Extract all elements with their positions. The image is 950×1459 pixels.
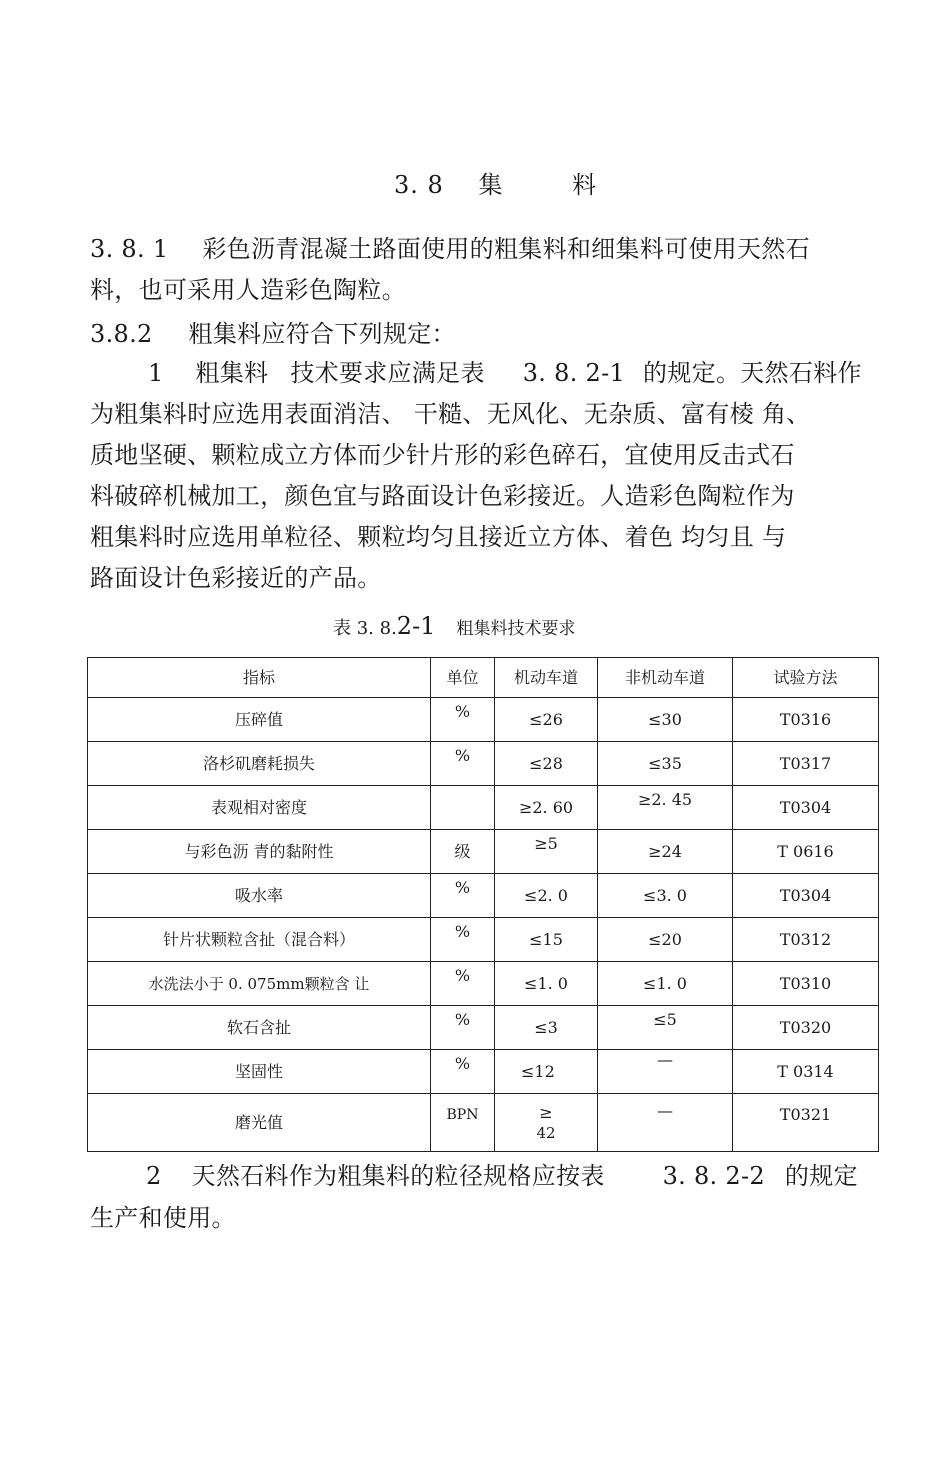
cell-nonmotor-text: ≤5 — [653, 1009, 677, 1029]
table-row — [88, 698, 879, 742]
item-2-line2: 生产和使用。 — [90, 1204, 236, 1232]
cell-method: T0310 — [733, 962, 879, 1006]
table-row — [88, 1050, 879, 1094]
cell-method: T0317 — [733, 742, 879, 786]
item-text-c: 的规定。天然石料作 — [643, 359, 862, 387]
cell-indicator: 洛杉矶磨耗损失 — [88, 742, 431, 786]
item-text-a: 天然石料作为粗集料的粒径规格应按表 — [191, 1162, 605, 1190]
item-1-line4: 料破碎机械加工，颜色宜与路面设计色彩接近。人造彩色陶粒作为 — [90, 482, 795, 510]
item-number: 2 — [146, 1162, 162, 1190]
table-row — [88, 962, 879, 1006]
cell-unit: 级 — [431, 830, 495, 874]
header-indicator: 指标 — [88, 658, 431, 698]
table-row — [88, 830, 879, 874]
cell-motor: ≤2. 0 — [495, 874, 598, 918]
item-text-a: 粗集料 — [195, 359, 269, 387]
section-number: 3. 8 — [394, 171, 444, 199]
cell-unit — [431, 698, 495, 742]
cell-motor-text: ≥5 — [534, 833, 558, 853]
table-row — [88, 786, 879, 830]
clause-text: 彩色沥青混凝土路面使用的粗集料和细集料可使用天然石 — [202, 235, 810, 263]
header-motor-lane: 机动车道 — [495, 658, 598, 698]
cell-method: T 0314 — [733, 1050, 879, 1094]
clause-3-8-2 — [90, 314, 456, 349]
cell-motor: ≤12 — [495, 1050, 598, 1094]
cell-indicator: 吸水率 — [88, 874, 431, 918]
cell-method: T0312 — [733, 918, 879, 962]
clause-3-8-1-line2: 料，也可采用人造彩色陶粒。 — [90, 276, 406, 304]
cell-nonmotor: ≤1. 0 — [598, 962, 733, 1006]
cell-motor — [495, 830, 598, 874]
aggregate-spec-table — [87, 657, 879, 1152]
table-caption-prefix: 表 3. 8. — [333, 618, 397, 639]
clause-number: 3.8.2 — [90, 320, 153, 348]
cell-unit — [431, 1094, 495, 1152]
item-1-line3: 质地坚硬、颗粒成立方体而少针片形的彩色碎石，宜使用反击式石 — [90, 441, 795, 469]
cell-motor-line1: ≥ — [539, 1102, 553, 1122]
section-title-char1: 集 — [478, 171, 504, 199]
header-test-method: 试验方法 — [733, 658, 879, 698]
cell-nonmotor: ≤3. 0 — [598, 874, 733, 918]
item-1-line6: 路面设计色彩接近的产品。 — [90, 564, 382, 592]
item-text-b: 的规定 — [784, 1162, 858, 1190]
table-reference: 3. 8. 2-1 — [522, 359, 626, 387]
table-row — [88, 1094, 879, 1152]
cell-method: T 0616 — [733, 830, 879, 874]
cell-nonmotor — [598, 1050, 733, 1094]
cell-motor: ≤3 — [495, 1006, 598, 1050]
cell-indicator: 与彩色沥 青的黏附性 — [88, 830, 431, 874]
cell-motor-line2: 42 — [536, 1123, 556, 1142]
cell-indicator: 软石含扯 — [88, 1006, 431, 1050]
item-number: 1 — [148, 359, 164, 387]
cell-unit — [431, 1006, 495, 1050]
cell-unit — [431, 742, 495, 786]
cell-unit-text: % — [454, 701, 471, 721]
cell-motor: ≤15 — [495, 918, 598, 962]
cell-nonmotor-text: — — [657, 1049, 673, 1069]
cell-unit — [431, 1050, 495, 1094]
cell-indicator: 水洗法小于 0. 075mm颗粒含 让 — [88, 962, 431, 1006]
cell-indicator: 坚固性 — [88, 1050, 431, 1094]
cell-unit-text: BPN — [446, 1107, 479, 1123]
table-reference: 3. 8. 2-2 — [662, 1162, 765, 1190]
cell-unit — [431, 918, 495, 962]
cell-nonmotor: ≤20 — [598, 918, 733, 962]
cell-method — [733, 1094, 879, 1152]
item-1-line1 — [148, 353, 862, 388]
cell-motor: ≤1. 0 — [495, 962, 598, 1006]
clause-text: 粗集料应符合下列规定： — [188, 320, 456, 348]
cell-indicator: 针片状颗粒含扯（混合料） — [88, 918, 431, 962]
table-header-row — [88, 658, 879, 698]
cell-motor — [495, 1094, 598, 1152]
cell-unit — [431, 962, 495, 1006]
header-unit: 单位 — [431, 658, 495, 698]
section-heading — [394, 165, 597, 200]
cell-unit-text: % — [454, 745, 471, 765]
cell-nonmotor — [598, 1006, 733, 1050]
cell-unit-text: % — [454, 1009, 471, 1029]
cell-nonmotor — [598, 1094, 733, 1152]
cell-nonmotor: ≤30 — [598, 698, 733, 742]
clause-number: 3. 8. 1 — [90, 235, 169, 263]
cell-motor: ≤28 — [495, 742, 598, 786]
cell-nonmotor — [598, 786, 733, 830]
cell-nonmotor: ≥24 — [598, 830, 733, 874]
cell-nonmotor: ≤35 — [598, 742, 733, 786]
cell-unit-text: % — [454, 877, 471, 897]
cell-indicator: 磨光值 — [88, 1094, 431, 1152]
cell-method-text: T0321 — [779, 1104, 832, 1124]
item-1-line5: 粗集料时应选用单粒径、颗粒均匀且接近立方体、着色 均匀且 与 — [90, 523, 787, 551]
cell-unit-text: % — [454, 921, 471, 941]
cell-method: T0304 — [733, 786, 879, 830]
cell-unit-text: % — [454, 1053, 471, 1073]
item-1-line2: 为粗集料时应选用表面消洁、 干糙、无风化、无杂质、富有棱 角、 — [90, 400, 811, 428]
cell-nonmotor-text: — — [657, 1100, 673, 1120]
table-row — [88, 874, 879, 918]
cell-method: T0316 — [733, 698, 879, 742]
cell-method: T0320 — [733, 1006, 879, 1050]
table-caption-number: 2-1 — [396, 612, 436, 640]
cell-unit-text: % — [454, 965, 471, 985]
table-caption-title: 粗集料技术要求 — [456, 619, 576, 639]
cell-unit — [431, 786, 495, 830]
table-row — [88, 918, 879, 962]
cell-nonmotor-text: ≥2. 45 — [637, 789, 693, 809]
cell-indicator: 表观相对密度 — [88, 786, 431, 830]
clause-3-8-1-line1 — [90, 229, 810, 264]
item-2-line1 — [146, 1156, 858, 1191]
cell-method: T0304 — [733, 874, 879, 918]
header-nonmotor-lane: 非机动车道 — [598, 658, 733, 698]
table-caption — [333, 612, 576, 640]
section-title-char2: 料 — [572, 171, 598, 199]
cell-motor: ≥2. 60 — [495, 786, 598, 830]
cell-unit — [431, 874, 495, 918]
table-row — [88, 742, 879, 786]
item-text-b: 技术要求应满足表 — [290, 359, 485, 387]
table-row — [88, 1006, 879, 1050]
cell-motor: ≤26 — [495, 698, 598, 742]
cell-indicator: 压碎值 — [88, 698, 431, 742]
